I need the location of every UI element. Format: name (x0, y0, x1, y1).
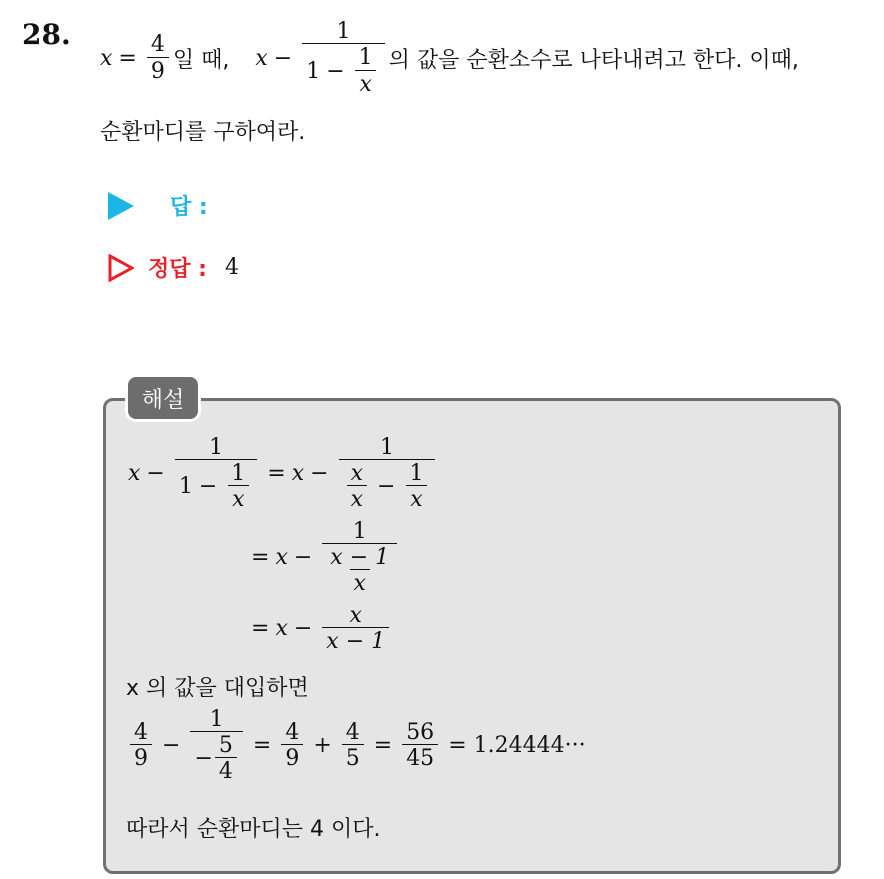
numerator: 1 (352, 519, 367, 544)
var-x: x (275, 545, 288, 571)
minus-sign: − (146, 461, 165, 487)
denominator (339, 459, 436, 511)
equals-sign: = (267, 461, 286, 487)
denominator (302, 43, 384, 95)
numerator: 1 (336, 19, 351, 45)
denominator (190, 731, 242, 783)
correct-answer-row (108, 252, 239, 283)
equals-sign: = (252, 733, 272, 759)
plus-sign: + (313, 733, 332, 759)
numerator: 4 (134, 720, 148, 746)
denominator: 9 (281, 744, 303, 770)
var-x: x (275, 616, 288, 642)
numerator: 1 (409, 461, 424, 487)
fraction-4-9 (147, 33, 169, 82)
denominator: x (228, 485, 248, 511)
complex-fraction (339, 436, 436, 511)
conclusion-text: 따라서 순환마디는 4 이다. (126, 817, 381, 842)
minus-sign: − (310, 461, 329, 487)
numerator: 1 (231, 461, 246, 487)
fraction-56-45 (402, 721, 438, 770)
numerator: x (350, 461, 364, 487)
problem-number: 28. (22, 18, 71, 51)
numerator: 4 (285, 720, 300, 746)
var-x: x (255, 45, 268, 71)
fraction-x-x (347, 462, 367, 511)
numerator: x − 1 (330, 545, 390, 571)
fraction-xminus1-x (326, 546, 393, 595)
minus-sign: − (273, 45, 293, 71)
equals-sign: = (251, 616, 270, 642)
denominator: 5 (342, 744, 364, 770)
numerator: x (349, 603, 362, 628)
numerator: 56 (406, 720, 435, 746)
numerator: 1 (358, 45, 373, 71)
fraction-4-9 (130, 721, 152, 770)
correct-answer-value: 4 (224, 255, 239, 280)
fraction-4-9 (281, 721, 303, 770)
one: 1 (306, 58, 321, 84)
derivation-line-2 (245, 520, 401, 595)
var-x: x (100, 45, 113, 71)
equals-sign: = (251, 545, 270, 571)
derivation-line-3 (245, 604, 393, 653)
play-triangle-icon (108, 192, 134, 220)
complex-fraction (322, 520, 397, 595)
outline-triangle-icon (108, 254, 134, 282)
denominator: 4 (215, 757, 237, 783)
denominator: 45 (402, 744, 438, 770)
numerator: 4 (150, 32, 165, 58)
denominator: 9 (147, 57, 169, 83)
answer-row (108, 190, 208, 221)
question-line-2: 순환마디를 구하여라. (100, 120, 306, 145)
denominator: x − 1 (322, 627, 389, 653)
complex-fraction (302, 20, 384, 95)
minus-sign: − (326, 58, 345, 84)
condition-text: 일 때, (172, 47, 230, 73)
fraction-1-x (355, 46, 377, 95)
equals-sign: = (373, 733, 393, 759)
equals-sign: = (118, 45, 137, 71)
numeric-computation (126, 708, 592, 783)
fraction-1-over-neg5-4 (190, 708, 242, 783)
minus-sign: − (377, 474, 396, 500)
denominator: x (406, 485, 426, 511)
correct-answer-label: 정답 : (148, 257, 207, 282)
complex-fraction (175, 436, 257, 511)
denominator: x (355, 70, 375, 96)
fraction-1-x (227, 462, 249, 511)
numerator: 4 (345, 720, 360, 746)
fraction-x-over-xminus1 (322, 604, 389, 653)
numerator: 1 (209, 435, 224, 460)
fraction-5-4 (215, 734, 237, 783)
denominator: 9 (130, 744, 152, 770)
decimal-result: = 1.24444··· (448, 733, 586, 759)
denominator (322, 543, 397, 595)
solution-tag: 해설 (128, 377, 198, 419)
minus-sign: − (293, 545, 313, 571)
numerator: 1 (380, 435, 395, 460)
substitution-text: x 의 값을 대입하면 (126, 676, 309, 701)
numerator: 1 (209, 707, 224, 732)
minus-sign: − (162, 733, 181, 759)
var-x: x (291, 461, 305, 487)
denominator: x (347, 485, 367, 511)
denominator (175, 459, 257, 511)
one: 1 (178, 474, 193, 500)
denominator: x (350, 569, 370, 595)
minus-sign: − (198, 474, 218, 500)
derivation-line-1 (128, 436, 439, 511)
answer-label: 답 : (170, 195, 208, 220)
fraction-1-x (405, 462, 427, 511)
question-line-1 (100, 8, 799, 108)
fraction-4-5 (342, 721, 364, 770)
negative-sign: − (194, 746, 213, 772)
numerator: 5 (218, 733, 233, 759)
question-text: 의 값을 순환소수로 나타내려고 한다. 이때, (388, 47, 799, 73)
minus-sign: − (293, 616, 313, 642)
var-x: x (128, 461, 141, 487)
